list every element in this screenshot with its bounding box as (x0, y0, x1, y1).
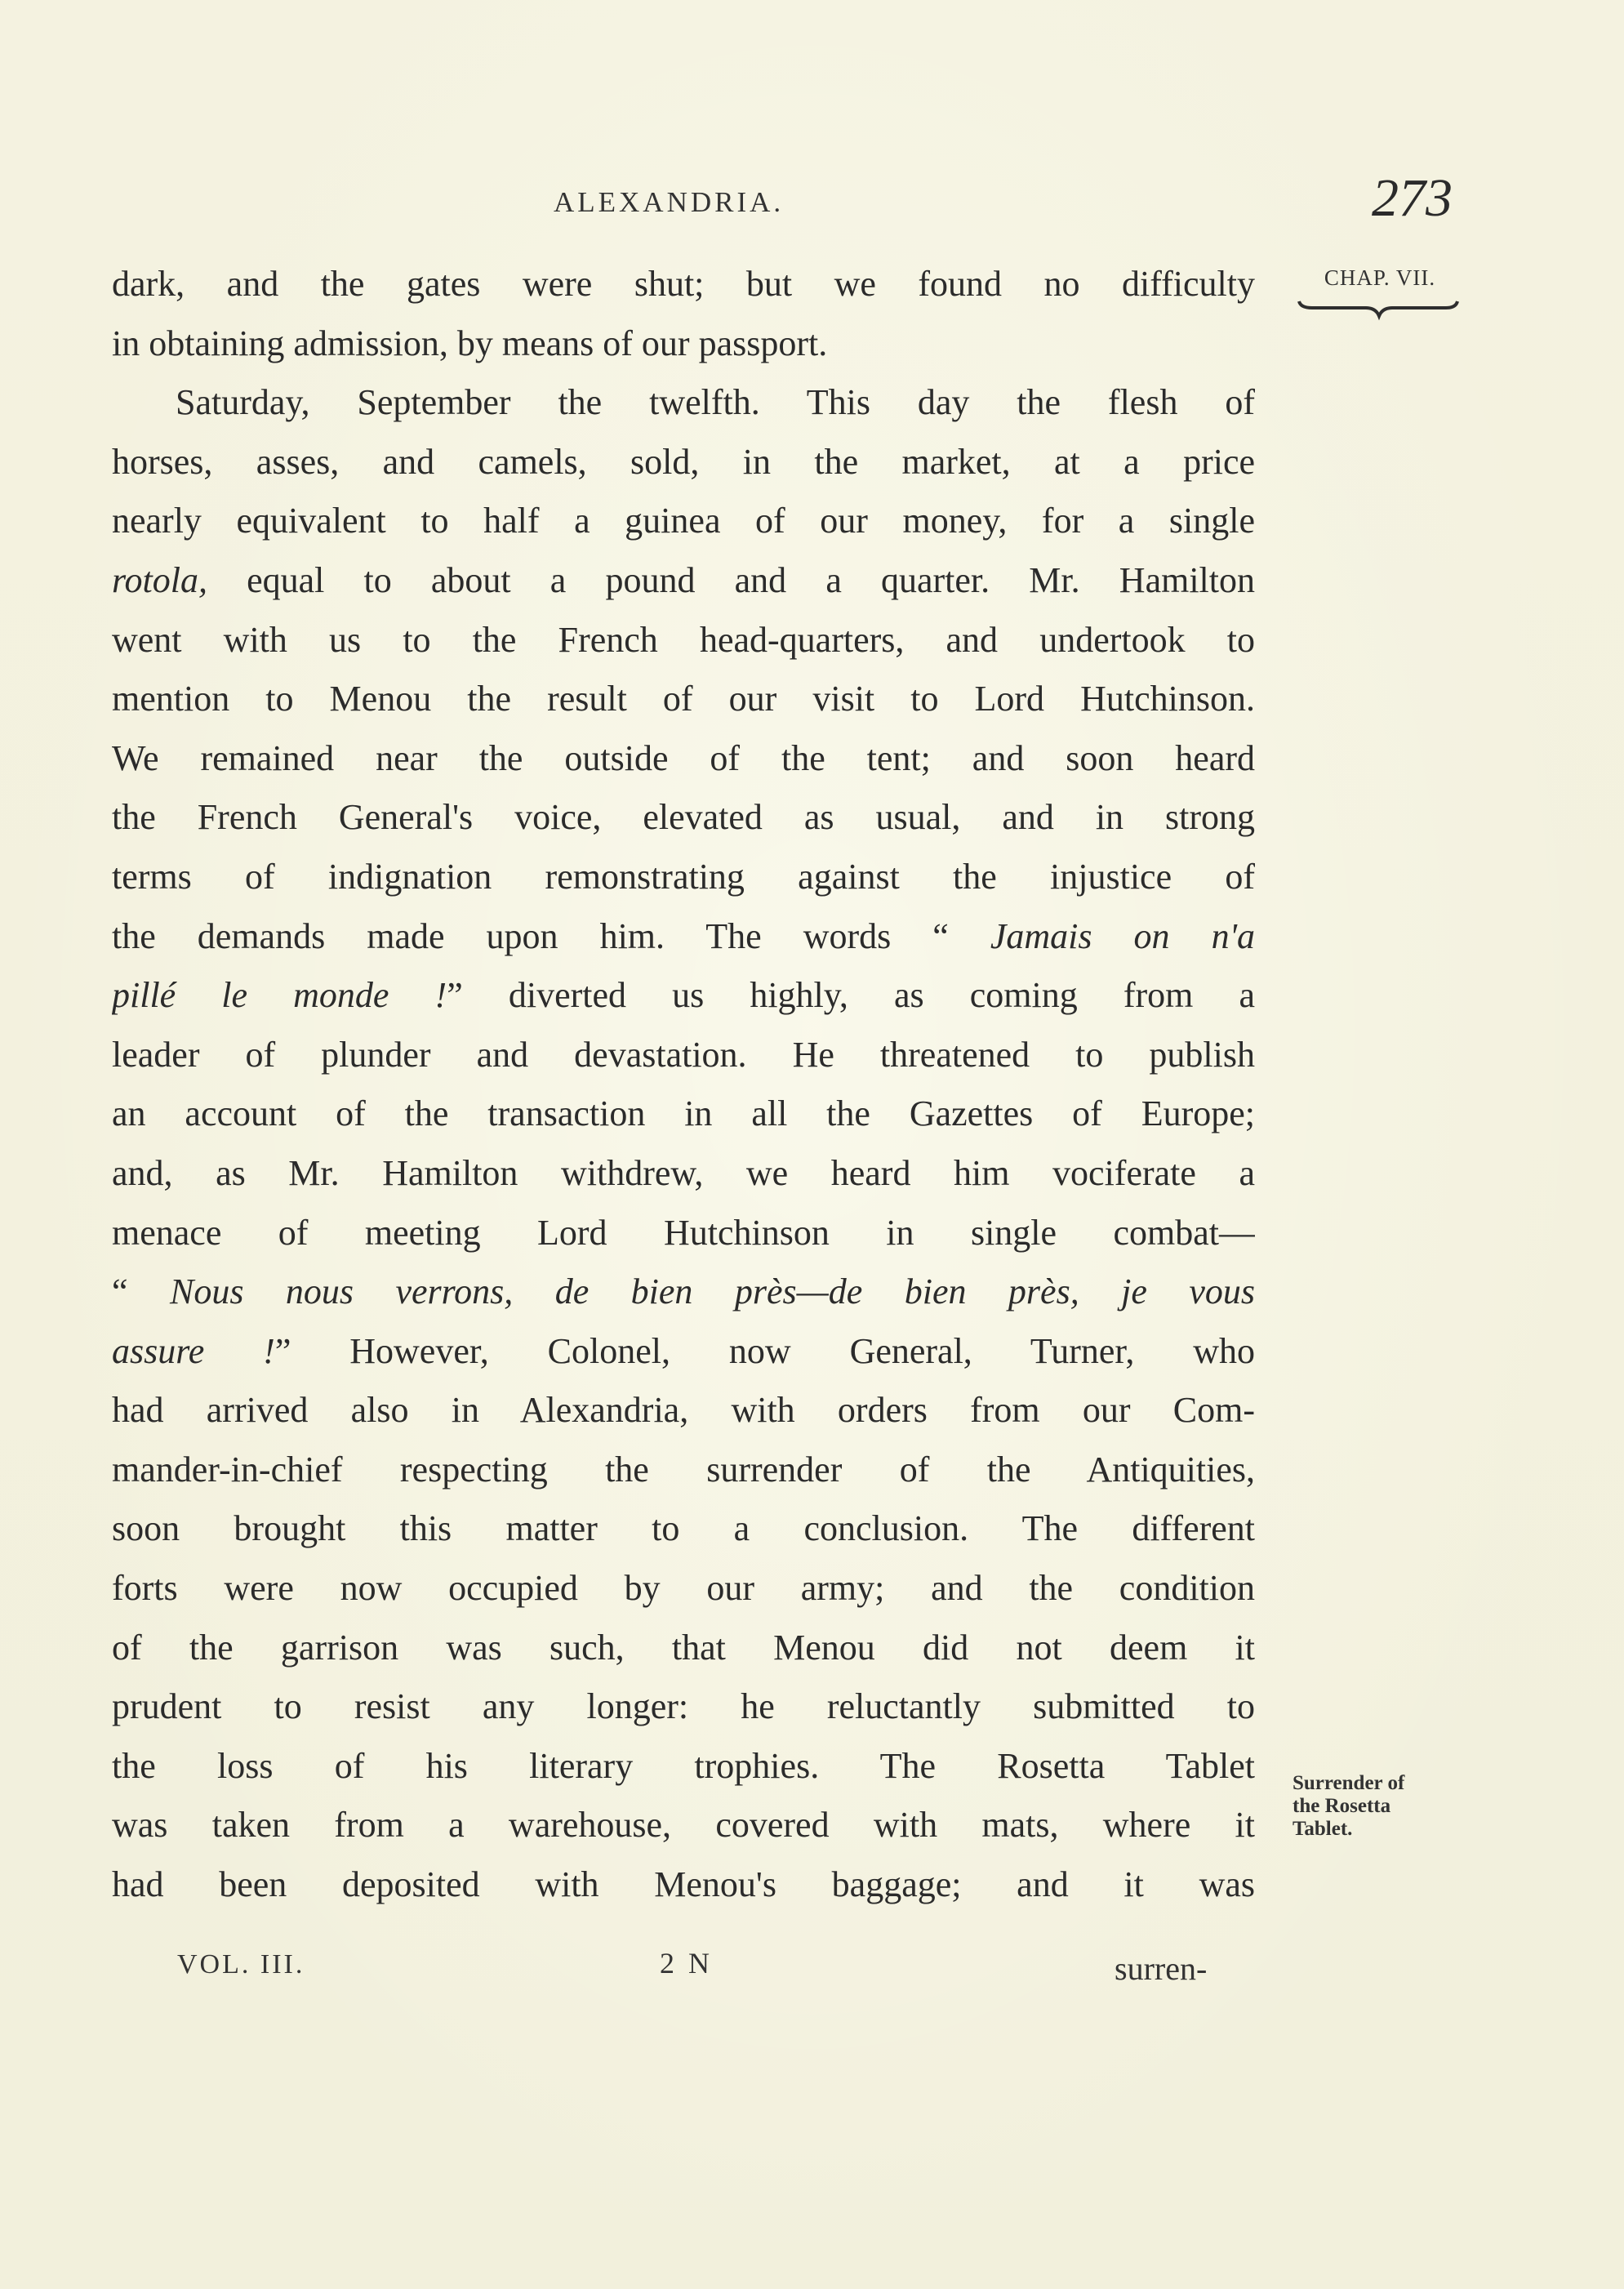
text-run: prudent to resist any longer: he reluctantly submitted to (112, 1686, 1255, 1727)
text-line (112, 1737, 1255, 1797)
page-number: 273 (1372, 168, 1453, 228)
text-line (112, 1144, 1255, 1204)
text-run: soon brought this matter to a conclusion. The different (112, 1508, 1255, 1549)
text-run: dark, and the gates were shut; but we found no difficulty (112, 264, 1255, 304)
text-run: mander-in-chief respecting the surrender of the Antiquities, (112, 1449, 1255, 1490)
text-run: “ (112, 1271, 170, 1312)
text-line (112, 848, 1255, 907)
text-run: equal to about a pound and a quarter. Mr. Hamilton (207, 559, 1255, 600)
text-line (112, 1855, 1255, 1915)
catchword: surren- (1115, 1950, 1208, 1987)
marginal-note-line: Tablet. (1293, 1818, 1353, 1840)
text-line (112, 1619, 1255, 1678)
text-run: ” diverted us highly, as coming from a (447, 975, 1255, 1016)
text-line (112, 1499, 1255, 1559)
body-text (112, 255, 1255, 1915)
marginal-note (1293, 1772, 1456, 1841)
text-run: We remained near the outside of the tent; and soon heard (112, 737, 1255, 778)
text-line (112, 1263, 1255, 1322)
text-run: ” However, Colonel, now General, Turner, who (274, 1330, 1255, 1371)
italic-run: assure ! (112, 1330, 275, 1371)
text-line (112, 1796, 1255, 1855)
text-run: the French General's voice, elevated as usual, and in strong (112, 797, 1255, 838)
italic-run: rotola, (112, 559, 207, 600)
text-run: terms of indignation remonstrating against the injustice of (112, 856, 1255, 897)
text-line (112, 670, 1255, 729)
volume-label: VOL. III. (177, 1949, 305, 1979)
text-run: the loss of his literary trophies. The Rosetta Tablet (112, 1745, 1255, 1786)
text-line (112, 1559, 1255, 1619)
text-line (112, 1381, 1255, 1441)
text-line (112, 1322, 1255, 1382)
text-run: Saturday, September the twelfth. This day the flesh of (176, 382, 1255, 423)
text-line (112, 1441, 1255, 1500)
text-line (112, 492, 1255, 551)
text-run: went with us to the French head-quarters, and undertook to (112, 619, 1255, 660)
text-line (112, 729, 1255, 789)
text-run: menace of meeting Lord Hutchinson in single combat— (112, 1212, 1255, 1253)
text-run: and, as Mr. Hamilton withdrew, we heard him vociferate a (112, 1152, 1255, 1193)
italic-run: Nous nous verrons, de bien près—de bien près, je vous (169, 1271, 1255, 1312)
text-run: had arrived also in Alexandria, with orders from our Com- (112, 1390, 1255, 1431)
text-run: had been deposited with Menou's baggage; and it was (112, 1864, 1255, 1905)
text-line (112, 611, 1255, 670)
text-run: of the garrison was such, that Menou did not deem it (112, 1627, 1255, 1668)
text-run: forts were now occupied by our army; and the condition (112, 1568, 1255, 1609)
text-line (112, 314, 1255, 374)
text-run: in obtaining admission, by means of our passport. (112, 323, 828, 363)
text-run: nearly equivalent to half a guinea of our money, for a single (112, 501, 1255, 541)
text-line (112, 1084, 1255, 1144)
text-line (112, 788, 1255, 848)
chapter-marker: CHAP. VII. (1324, 265, 1436, 290)
text-line (112, 373, 1255, 433)
running-head: ALEXANDRIA. (554, 186, 785, 218)
marginal-note-line: Surrender of (1293, 1772, 1405, 1794)
text-line (112, 1026, 1255, 1085)
text-line (112, 907, 1255, 967)
text-line (112, 433, 1255, 492)
text-line (112, 551, 1255, 611)
text-line (112, 1204, 1255, 1263)
marginal-note-line: the Rosetta (1293, 1795, 1391, 1817)
italic-run: Jamais on n'a (990, 915, 1255, 956)
signature-mark: 2 N (660, 1947, 713, 1979)
text-run: was taken from a warehouse, covered with mats, where it (112, 1805, 1255, 1846)
text-run: leader of plunder and devastation. He threatened to publish (112, 1034, 1255, 1075)
text-run: an account of the transaction in all the Gazettes of Europe; (112, 1093, 1255, 1134)
italic-run: pillé le monde ! (112, 975, 447, 1016)
text-run: horses, asses, and camels, sold, in the market, at a price (112, 441, 1255, 482)
text-line (112, 1677, 1255, 1737)
text-line (112, 966, 1255, 1026)
text-run: the demands made upon him. The words “ (112, 915, 990, 956)
chapter-brace-ornament (1294, 298, 1462, 323)
text-line (112, 255, 1255, 314)
text-run: mention to Menou the result of our visit to Lord Hutchinson. (112, 679, 1255, 719)
